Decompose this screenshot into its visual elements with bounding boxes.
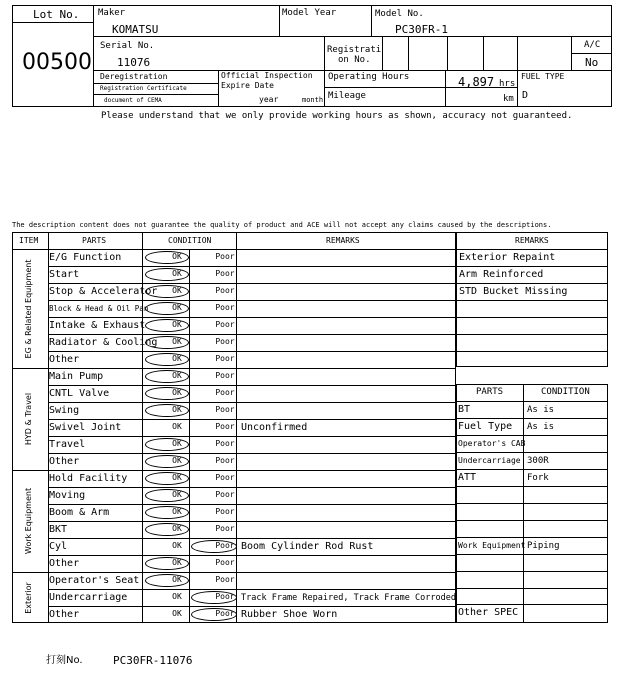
part-name: Undercarriage [49, 592, 128, 603]
poor-option[interactable]: Poor [215, 354, 235, 363]
hours-note: Please understand that we only provide working hours as shown, accuracy not guaranteed. [101, 111, 573, 121]
part-name: Other [49, 558, 80, 569]
part-name: Radiator & Cooling [49, 337, 158, 348]
ok-option[interactable]: OK [172, 439, 182, 448]
poor-option[interactable]: Poor [215, 507, 235, 516]
km-unit: km [503, 94, 514, 104]
parts-row-name: BT [458, 404, 471, 415]
part-name: Other [49, 354, 80, 365]
table-row [12, 521, 456, 538]
poor-circle [191, 540, 237, 553]
ok-circle [145, 523, 189, 536]
ok-option[interactable]: OK [172, 269, 182, 278]
registration-label-2: on No. [338, 55, 371, 65]
table-row [12, 300, 456, 317]
registration-label-1: Registrati [327, 45, 382, 55]
ok-circle [145, 336, 189, 349]
part-name: Intake & Exhaust [49, 320, 146, 331]
model-no-value: PC30FR-1 [395, 23, 448, 36]
poor-option[interactable]: Poor [215, 371, 235, 380]
poor-option[interactable]: Poor [215, 286, 235, 295]
poor-option[interactable]: Poor [215, 609, 235, 618]
item-header: ITEM [19, 236, 39, 245]
ok-option[interactable]: OK [172, 337, 182, 346]
table-row [12, 249, 456, 266]
table-row [12, 572, 456, 589]
remark-text: Track Frame Repaired, Track Frame Corroded [241, 593, 456, 603]
hrs-unit: hrs [499, 79, 516, 89]
ok-circle [145, 472, 189, 485]
ok-option[interactable]: OK [172, 252, 182, 261]
poor-option[interactable]: Poor [215, 422, 235, 431]
ok-option[interactable]: OK [172, 388, 182, 397]
section-label: Work Equipment [24, 487, 33, 555]
ok-option[interactable]: OK [172, 473, 182, 482]
ok-option[interactable]: OK [172, 592, 182, 601]
table-row [12, 504, 456, 521]
table-row [12, 334, 456, 351]
poor-option[interactable]: Poor [215, 388, 235, 397]
part-name: E/G Function [49, 252, 122, 263]
remarks-header: REMARKS [326, 236, 360, 245]
poor-option[interactable]: Poor [215, 456, 235, 465]
table-row [12, 419, 456, 436]
table-row [12, 606, 456, 623]
fuel-type-value: D [522, 90, 529, 101]
ok-option[interactable]: OK [172, 320, 182, 329]
maker-label: Maker [98, 8, 126, 18]
part-name: Boom & Arm [49, 507, 110, 518]
ok-option[interactable]: OK [172, 422, 182, 431]
table-row [12, 368, 456, 385]
hours-value: 4,897 [458, 75, 495, 89]
registration-certificate-label: Registration Certificate [100, 85, 187, 92]
parts-row-condition: As is [527, 405, 555, 415]
table-row [12, 538, 456, 555]
poor-option[interactable]: Poor [215, 252, 235, 261]
stamp-number-label: 打刻No. [46, 655, 83, 666]
table-row [12, 436, 456, 453]
remark-text: Unconfirmed [241, 422, 308, 433]
poor-option[interactable]: Poor [215, 575, 235, 584]
ok-option[interactable]: OK [172, 303, 182, 312]
ok-circle [145, 438, 189, 451]
ok-option[interactable]: OK [172, 354, 182, 363]
poor-option[interactable]: Poor [215, 473, 235, 482]
ok-circle [145, 404, 189, 417]
poor-option[interactable]: Poor [215, 541, 235, 550]
ok-circle [145, 302, 189, 315]
part-name: BKT [49, 524, 68, 535]
ok-circle [145, 387, 189, 400]
poor-circle [191, 591, 237, 604]
month-label: month [302, 96, 324, 104]
condition-header: CONDITION [168, 236, 212, 245]
table-row [12, 385, 456, 402]
table-row [12, 266, 456, 283]
section-label: HYD & Travel [24, 392, 33, 446]
poor-option[interactable]: Poor [215, 303, 235, 312]
maker-value: KOMATSU [112, 23, 159, 36]
part-name: Main Pump [49, 371, 104, 382]
part-name: Hold Facility [49, 473, 128, 484]
part-name: Travel [49, 439, 86, 450]
serial-value: 11076 [117, 56, 151, 69]
part-name: Stop & Accelerator [49, 286, 158, 297]
expire-date-label: Expire Date [221, 81, 274, 90]
parts-row-name: Work Equipment [458, 541, 526, 550]
year-label: year [259, 95, 279, 104]
section-label: Exterior [24, 581, 33, 614]
parts-row-name: Other SPEC [458, 607, 519, 618]
ok-circle [145, 268, 189, 281]
table-row [12, 402, 456, 419]
model-no-label: Model No. [375, 9, 424, 19]
part-name: Start [49, 269, 80, 280]
ac-value: No [585, 56, 599, 69]
ok-circle [145, 455, 189, 468]
part-name: CNTL Valve [49, 388, 110, 399]
parts-row-condition: 300R [527, 456, 549, 466]
ok-circle [145, 251, 189, 264]
table-row [12, 283, 456, 300]
part-name: Other [49, 456, 80, 467]
right-condition-header: CONDITION [541, 387, 590, 397]
part-name: Swivel Joint [49, 422, 122, 433]
remarks-line: STD Bucket Missing [459, 286, 568, 297]
ok-circle [145, 370, 189, 383]
ok-circle [145, 353, 189, 366]
ok-option[interactable]: OK [172, 507, 182, 516]
ok-option[interactable]: OK [172, 609, 182, 618]
section-label: EG & Related Equipment [24, 259, 33, 358]
official-inspection-label: Official Inspection [221, 71, 313, 80]
ok-option[interactable]: OK [172, 490, 182, 499]
remark-text: Rubber Shoe Worn [241, 609, 338, 620]
model-year-label: Model Year [282, 8, 337, 18]
cema-label: document of CEMA [104, 97, 162, 104]
poor-option[interactable]: Poor [215, 337, 235, 346]
parts-row-condition: As is [527, 422, 555, 432]
remarks-line: Exterior Repaint [459, 252, 556, 263]
ac-label: A/C [584, 40, 601, 50]
remark-text: Boom Cylinder Rod Rust [241, 541, 374, 552]
parts-row-name: Fuel Type [458, 421, 513, 432]
poor-option[interactable]: Poor [215, 524, 235, 533]
remarks-line: Arm Reinforced [459, 269, 544, 280]
ok-option[interactable]: OK [172, 524, 182, 533]
operating-hours-label: Operating Hours [328, 72, 410, 82]
table-row [12, 487, 456, 504]
ok-circle [145, 506, 189, 519]
parts-row-name: Operator's CAB [458, 439, 526, 448]
fuel-type-label: FUEL TYPE [521, 72, 565, 81]
right-parts-header: PARTS [476, 387, 504, 397]
table-row [12, 555, 456, 572]
part-name: Cyl [49, 541, 68, 552]
table-row [12, 453, 456, 470]
poor-option[interactable]: Poor [215, 490, 235, 499]
poor-option[interactable]: Poor [215, 405, 235, 414]
ok-circle [145, 285, 189, 298]
ok-option[interactable]: OK [172, 405, 182, 414]
part-name: Swing [49, 405, 80, 416]
ok-option[interactable]: OK [172, 558, 182, 567]
poor-option[interactable]: Poor [215, 269, 235, 278]
parts-row-name: Undercarriage [458, 456, 521, 465]
part-name: Block & Head & Oil Pan [49, 304, 149, 313]
parts-header: PARTS [82, 236, 107, 245]
table-row [12, 589, 456, 606]
ok-option[interactable]: OK [172, 541, 182, 550]
poor-circle [191, 608, 237, 621]
table-row [12, 470, 456, 487]
mileage-label: Mileage [328, 91, 366, 101]
part-name: Other [49, 609, 80, 620]
poor-option[interactable]: Poor [215, 558, 235, 567]
ok-option[interactable]: OK [172, 456, 182, 465]
table-row [12, 351, 456, 368]
stamp-number-value: PC30FR-11076 [113, 654, 193, 667]
lot-label: Lot No. [33, 8, 80, 21]
poor-option[interactable]: Poor [215, 320, 235, 329]
poor-option[interactable]: Poor [215, 592, 235, 601]
deregistration-label: Deregistration [100, 72, 168, 81]
parts-row-condition: Piping [527, 541, 560, 551]
lot-number: 00500 [22, 50, 92, 75]
right-remarks-header: REMARKS [515, 236, 549, 245]
ok-option[interactable]: OK [172, 371, 182, 380]
ok-circle [145, 574, 189, 587]
ok-option[interactable]: OK [172, 286, 182, 295]
ok-circle [145, 319, 189, 332]
serial-label: Serial No. [100, 41, 155, 51]
disclaimer: The description content does not guarantee the quality of product and ACE will not accept any claims caused by the descriptions. [12, 221, 552, 229]
ok-circle [145, 557, 189, 570]
ok-circle [145, 489, 189, 502]
poor-option[interactable]: Poor [215, 439, 235, 448]
parts-row-condition: Fork [527, 473, 549, 483]
table-row [12, 317, 456, 334]
parts-row-name: ATT [458, 472, 477, 483]
ok-option[interactable]: OK [172, 575, 182, 584]
part-name: Moving [49, 490, 86, 501]
part-name: Operator's Seat [49, 575, 140, 586]
